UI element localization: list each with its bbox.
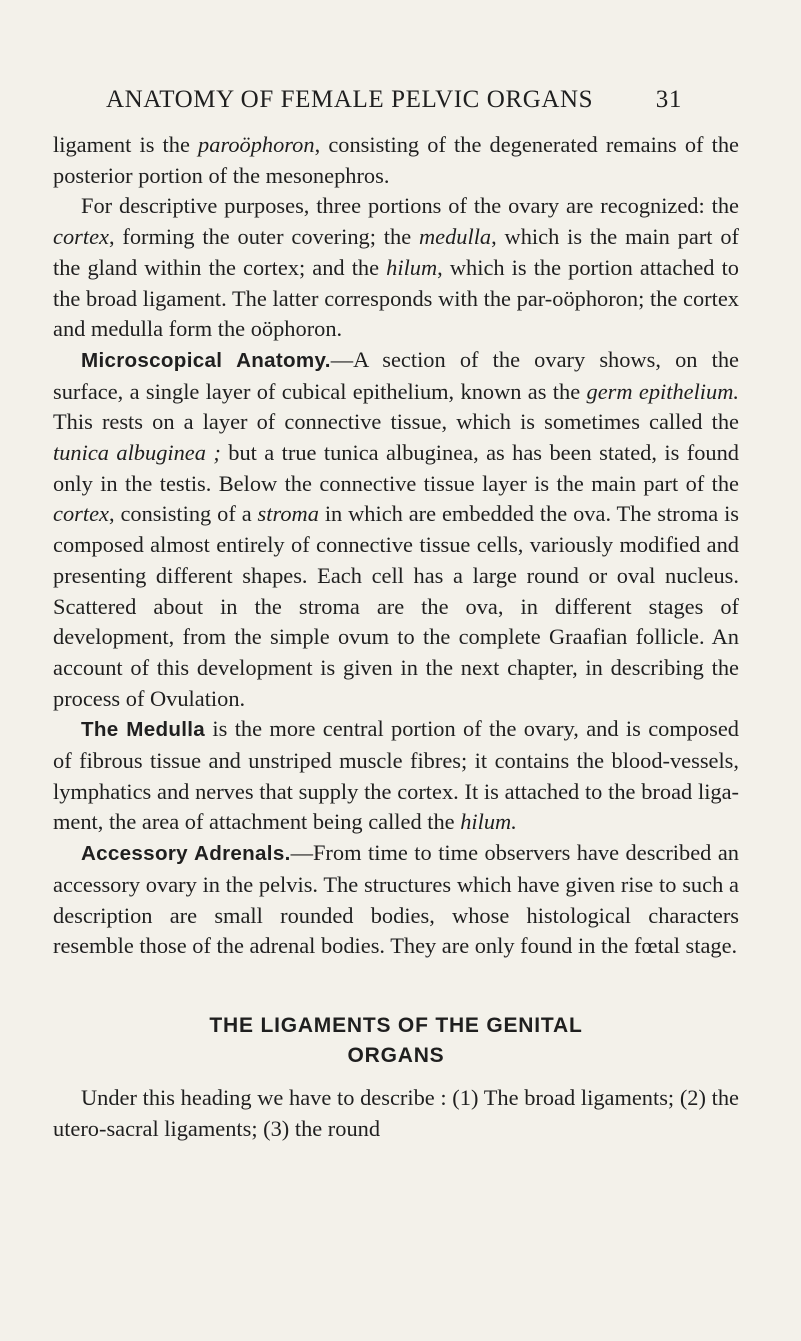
text-run: For descriptive purposes, three portions of the ovary are recognized: the <box>81 193 739 219</box>
text-run: This rests on a layer of connective tissue, which is sometimes called the <box>53 409 739 435</box>
italic-term: germ epithelium. <box>586 378 739 404</box>
text-run: , which is the portion attached to the broad ligament. The latter corresponds with the par-oöphoron; the cortex and medulla form the oöphoron. <box>53 254 739 342</box>
text-run: , which is the main part of the gland within the cortex; and the <box>53 224 739 280</box>
side-heading: The Medulla <box>81 718 206 742</box>
paragraph-accessory-adrenals <box>53 838 739 962</box>
section-heading-line-1: THE LIGAMENTS OF THE GENITAL <box>209 1014 583 1037</box>
paragraph-microscopical-anatomy <box>53 345 739 714</box>
italic-term: tunica albuginea ; <box>53 440 221 466</box>
section-body <box>53 1083 739 1144</box>
text-run: in which are embedded the ova. The stroma is composed almost entirely of connective tissue cells, variously modified and presenting different shapes. Each cell has a large round or oval nucleus. Scattered about in the stroma are the ova, in different stages of development, from the simple ovum to the complete Graafian follicle. An account of this development is given in the next chapter, in describing the process of Ovulation. <box>53 501 740 711</box>
text-run: , consisting of a <box>108 501 258 527</box>
text-run: —From time to time observers have described an accessory ovary in the pelvis. The structures which have given rise to such a description are small rounded bodies, whose histological characters resemble those of the adrenal bodies. They are only found in the fœtal stage. <box>53 840 739 959</box>
paragraph-ligaments-intro: Under this heading we have to describe : (1) The broad ligaments; (2) the utero-sacral ligaments; (3) the round <box>53 1085 739 1141</box>
italic-term: medulla <box>418 224 492 250</box>
paragraph-medulla <box>53 714 739 838</box>
italic-term: cortex <box>53 501 109 527</box>
text-run: but a true tunica albuginea, as has been stated, is found only in the testis. Below the connective tissue layer is the main part of the <box>53 440 739 496</box>
page-number: 31 <box>655 86 682 113</box>
text-run: is the more central portion of the ovary, and is composed of fibrous tissue and unstriped muscle fibres; it contains the blood-vessels, lymphatics and nerves that supply the cortex. It is attached to the broad liga-ment, the area of attachment being called the <box>53 716 739 835</box>
body-text <box>53 130 739 962</box>
text-run: , consisting of the degenerated remains of the posterior portion of the mesonephros. <box>53 132 739 188</box>
italic-term: cortex <box>53 224 109 250</box>
side-heading: Accessory Adrenals. <box>81 842 291 866</box>
italic-term: hilum. <box>460 809 517 835</box>
paragraph-paroophoron <box>53 130 739 191</box>
text-run: , forming the outer covering; the <box>108 224 419 250</box>
section-heading-line-2: ORGANS <box>347 1044 445 1067</box>
text-run: ligament is the <box>53 132 199 157</box>
italic-term: paroöphoron <box>198 132 315 157</box>
running-header <box>106 84 682 116</box>
italic-term: stroma <box>257 501 319 527</box>
italic-term: hilum <box>386 254 438 280</box>
section-heading <box>53 1011 739 1071</box>
text-run: —A section of the ovary shows, on the surface, a single layer of cubical epithelium, known as the <box>53 346 739 404</box>
paragraph-ovary-portions <box>53 191 739 345</box>
side-heading: Microscopical Anatomy. <box>81 348 331 372</box>
running-title: ANATOMY OF FEMALE PELVIC ORGANS <box>106 86 594 113</box>
